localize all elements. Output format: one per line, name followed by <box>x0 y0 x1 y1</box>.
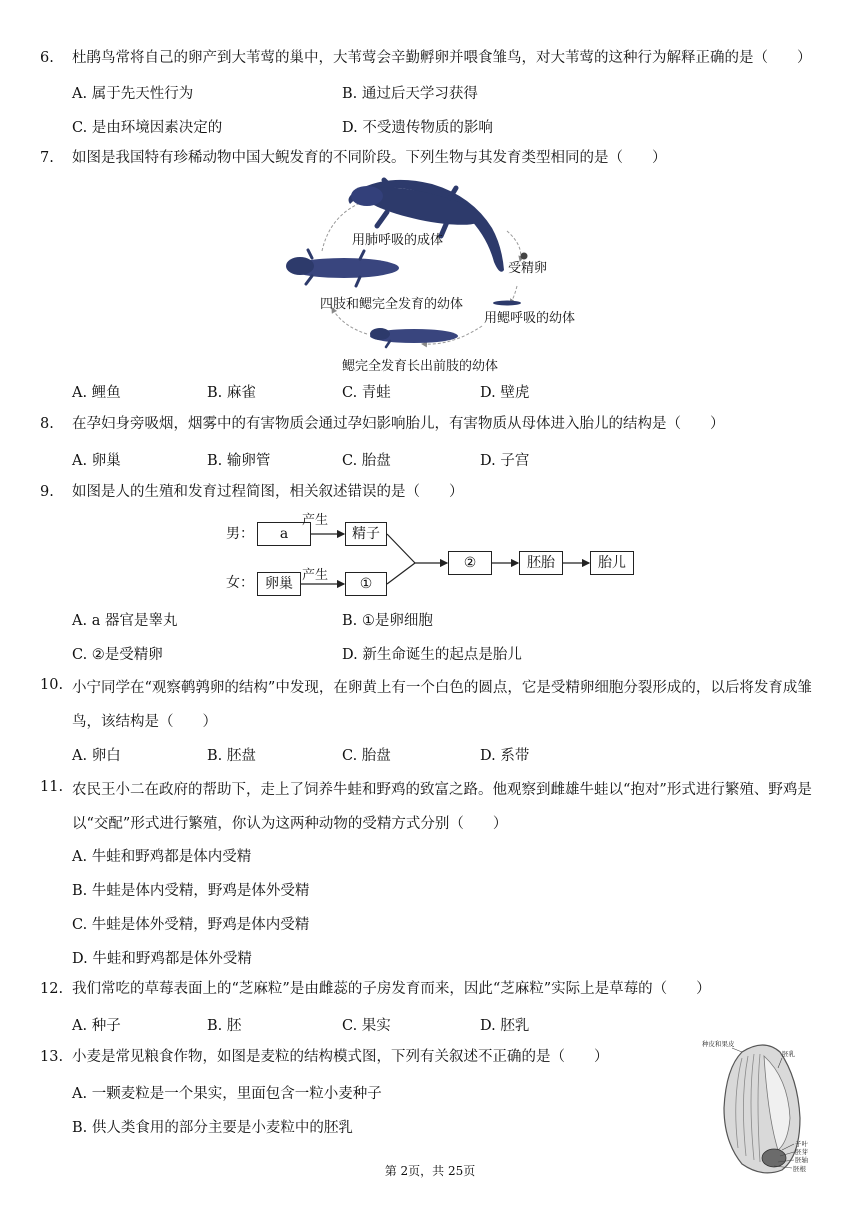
cycle-arrow <box>507 231 521 261</box>
option-d[interactable]: D. 不受遗传物质的影响 <box>342 120 493 136</box>
question-10 <box>40 671 830 739</box>
option-a[interactable]: A. 属于先天性行为 <box>72 86 194 102</box>
question-number: 9. <box>40 484 54 500</box>
label-plumule: 胚芽 <box>795 1148 808 1156</box>
salamander-life-cycle-figure <box>272 176 592 378</box>
option-d[interactable]: D. 子宫 <box>480 453 530 469</box>
option-b[interactable]: B. 牛蛙是体内受精，野鸡是体外受精 <box>72 883 310 899</box>
question-number: 13. <box>40 1049 64 1065</box>
box-embryo: 胚胎 <box>519 551 563 575</box>
label-forelimb-larva: 鳃完全发育长出前肢的幼体 <box>342 359 499 374</box>
question-number: 12. <box>40 981 64 997</box>
question-number: 10. <box>40 677 64 693</box>
adult-salamander-illustration <box>349 179 505 271</box>
question-number: 7. <box>40 150 54 166</box>
label-radicle: 胚根 <box>793 1165 806 1173</box>
forelimb-larva-illustration <box>370 328 458 347</box>
question-7 <box>40 144 830 172</box>
option-b[interactable]: B. 供人类食用的部分主要是小麦粒中的胚乳 <box>72 1120 353 1136</box>
option-c[interactable]: C. 胎盘 <box>342 748 391 764</box>
option-b[interactable]: B. 胚 <box>207 1018 242 1034</box>
question-stem: 我们常吃的草莓表面上的“芝麻粒”是由雌蕊的子房发育而来，因此“芝麻粒”实际上是草莓的（ ） <box>72 981 711 997</box>
option-c[interactable]: C. 是由环境因素决定的 <box>72 120 223 136</box>
option-a[interactable]: A. 种子 <box>72 1018 121 1034</box>
option-b[interactable]: B. 麻雀 <box>207 385 256 401</box>
label-hypocotyl: 胚轴 <box>795 1156 808 1164</box>
option-d[interactable]: D. 新生命诞生的起点是胎儿 <box>342 647 522 663</box>
label-cotyledon: 子叶 <box>795 1140 808 1148</box>
option-c[interactable]: C. 胎盘 <box>342 453 391 469</box>
box-fetus: 胎儿 <box>590 551 634 575</box>
question-11 <box>40 773 830 841</box>
question-number: 8. <box>40 416 54 432</box>
option-a[interactable]: A. 鲤鱼 <box>72 385 121 401</box>
question-stem: 小麦是常见粮食作物，如图是麦粒的结构模式图，下列有关叙述不正确的是（ ） <box>72 1049 609 1065</box>
option-a[interactable]: A. 卵白 <box>72 748 121 764</box>
label-gill-larva: 用鳃呼吸的幼体 <box>484 311 576 326</box>
option-b[interactable]: B. ①是卵细胞 <box>342 613 433 629</box>
label-egg: 受精卵 <box>508 261 548 276</box>
question-stem: 农民王小二在政府的帮助下，走上了饲养牛蛙和野鸡的致富之路。他观察到雌雄牛蛙以“抱对”形式进行繁殖、野鸡是以“交配”形式进行繁殖，你认为这两种动物的受精方式分别（ ） <box>72 782 812 832</box>
option-c[interactable]: C. 牛蛙是体外受精，野鸡是体内受精 <box>72 917 310 933</box>
option-c[interactable]: C. 果实 <box>342 1018 391 1034</box>
option-d[interactable]: D. 胚乳 <box>480 1018 530 1034</box>
box-ovary: 卵巢 <box>257 572 301 596</box>
question-stem: 如图是人的生殖和发育过程简图，相关叙述错误的是（ ） <box>72 484 464 500</box>
option-b[interactable]: B. 通过后天学习获得 <box>342 86 478 102</box>
limb-larva-illustration <box>286 250 399 286</box>
question-stem: 杜鹃鸟常将自己的卵产到大苇莺的巢中，大苇莺会辛勤孵卵并喂食雏鸟，对大苇莺的这种行为解释正确的是（ ） <box>72 50 812 66</box>
question-stem: 如图是我国特有珍稀动物中国大鲵发育的不同阶段。下列生物与其发育类型相同的是（ ） <box>72 150 667 166</box>
label-endosperm: 胚乳 <box>782 1050 795 1058</box>
label-adult: 用肺呼吸的成体 <box>352 233 444 248</box>
option-d[interactable]: D. 牛蛙和野鸡都是体外受精 <box>72 951 252 967</box>
option-d[interactable]: D. 系带 <box>480 748 530 764</box>
egg-dot <box>521 253 528 260</box>
option-b[interactable]: B. 胚盘 <box>207 748 256 764</box>
label-female: 女： <box>226 575 254 591</box>
label-limb-larva: 四肢和鳃完全发育的幼体 <box>320 297 464 312</box>
box-a: a <box>257 522 311 546</box>
box-sperm: 精子 <box>345 522 387 546</box>
question-12 <box>40 975 830 1003</box>
label-produce-female: 产生 <box>302 568 329 583</box>
option-d[interactable]: D. 壁虎 <box>480 385 530 401</box>
option-c[interactable]: C. ②是受精卵 <box>72 647 163 663</box>
option-c[interactable]: C. 青蛙 <box>342 385 391 401</box>
wheat-grain-figure <box>702 1038 822 1178</box>
label-produce-male: 产生 <box>302 513 329 528</box>
question-number: 6. <box>40 50 54 66</box>
question-9 <box>40 478 830 506</box>
option-a[interactable]: A. 卵巢 <box>72 453 121 469</box>
option-a[interactable]: A. a 器官是睾丸 <box>72 613 178 629</box>
label-coat: 种皮和果皮 <box>702 1040 735 1048</box>
question-number: 11. <box>40 779 64 795</box>
flow-arrows <box>300 515 600 605</box>
label-male: 男： <box>226 526 254 542</box>
question-stem: 在孕妇身旁吸烟，烟雾中的有害物质会通过孕妇影响胎儿，有害物质从母体进入胎儿的结构是（ ） <box>72 416 725 432</box>
option-a[interactable]: A. 牛蛙和野鸡都是体内受精 <box>72 849 252 865</box>
option-a[interactable]: A. 一颗麦粒是一个果实，里面包含一粒小麦种子 <box>72 1086 382 1102</box>
question-stem: 小宁同学在“观察鹌鹑卵的结构”中发现，在卵黄上有一个白色的圆点，它是受精卵细胞分裂形成的，以后将发育成雏鸟，该结构是（ ） <box>72 680 812 730</box>
question-13 <box>40 1043 680 1071</box>
question-6 <box>40 44 830 72</box>
box-2: ② <box>448 551 492 575</box>
question-8 <box>40 410 830 438</box>
gill-larva-illustration <box>493 301 521 306</box>
option-b[interactable]: B. 输卵管 <box>207 453 271 469</box>
box-1: ① <box>345 572 387 596</box>
page-footer: 第 2页，共 25页 <box>384 1164 476 1178</box>
